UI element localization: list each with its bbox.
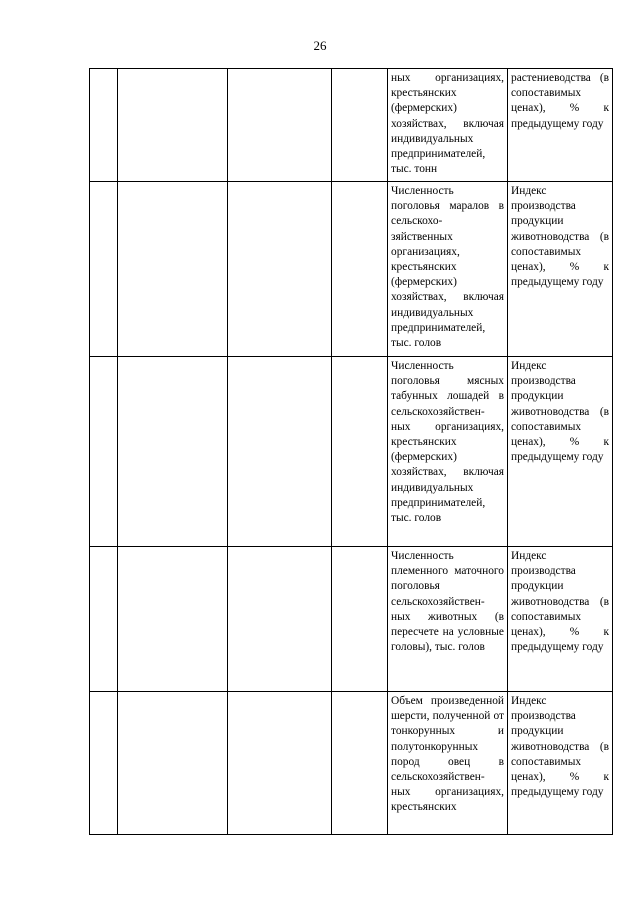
index-cell (508, 692, 613, 835)
index-cell (508, 182, 613, 357)
table-row (90, 692, 613, 835)
indicator-cell (388, 692, 508, 835)
indicator-text: Численность племенного маточного поголовья сельскохозяйствен-ных животных (в пересчете на условные головы), тыс. голов (391, 550, 504, 654)
table-cell-empty (118, 547, 228, 692)
table-row (90, 547, 613, 692)
indicator-text: Объем произведенной шерсти, полученной от тонкорунных и полутонкорунных пород овец в сельскохозяйствен-ных организациях, крестьянских (391, 695, 504, 814)
table-row (90, 69, 613, 182)
table-cell-empty (228, 182, 332, 357)
page-number: 26 (313, 38, 327, 53)
table-row (90, 182, 613, 357)
index-text: Индекс производства продукции животноводства (в сопоставимых ценах), % к предыдущему году (511, 695, 609, 799)
indicator-text: Численность поголовья мясных табунных лошадей в сельскохозяйствен-ных организациях, крестьянских (фермерских) хозяйствах, включая индивидуальных предпринимателей, тыс. голов (391, 360, 504, 525)
table-cell-empty (332, 182, 388, 357)
index-text: Индекс производства продукции животноводства (в сопоставимых ценах), % к предыдущему году (511, 550, 609, 654)
table-cell-empty (228, 692, 332, 835)
table-cell-empty (90, 547, 118, 692)
table-cell-empty (118, 692, 228, 835)
table-cell-empty (90, 182, 118, 357)
table-cell-empty (228, 547, 332, 692)
table-cell-empty (332, 547, 388, 692)
table-cell-empty (228, 357, 332, 547)
document-table (89, 68, 613, 835)
indicator-text: Численность поголовья маралов в сельскохо-зяйственных организациях, крестьянских (фермерских) хозяйствах, включая индивидуальных предпринимателей, тыс. голов (391, 185, 504, 350)
table-row (90, 357, 613, 547)
indicator-cell (388, 182, 508, 357)
indicator-cell (388, 69, 508, 182)
index-text: Индекс производства продукции животноводства (в сопоставимых ценах), % к предыдущему году (511, 185, 609, 289)
index-cell (508, 357, 613, 547)
indicator-cell (388, 357, 508, 547)
table-cell-empty (118, 182, 228, 357)
table-cell-empty (228, 69, 332, 182)
indicator-text: ных организациях, крестьянских (фермерских) хозяйствах, включая индивидуальных предпринимателей, тыс. тонн (391, 72, 504, 176)
table-cell-empty (332, 692, 388, 835)
index-cell (508, 69, 613, 182)
index-text: растениеводства (в сопоставимых ценах), % к предыдущему году (511, 72, 609, 130)
table-cell-empty (118, 357, 228, 547)
table-cell-empty (90, 357, 118, 547)
table-cell-empty (90, 69, 118, 182)
table-cell-empty (90, 692, 118, 835)
index-cell (508, 547, 613, 692)
indicator-cell (388, 547, 508, 692)
table-cell-empty (332, 357, 388, 547)
index-text: Индекс производства продукции животноводства (в сопоставимых ценах), % к предыдущему году (511, 360, 609, 464)
table-cell-empty (332, 69, 388, 182)
table-cell-empty (118, 69, 228, 182)
